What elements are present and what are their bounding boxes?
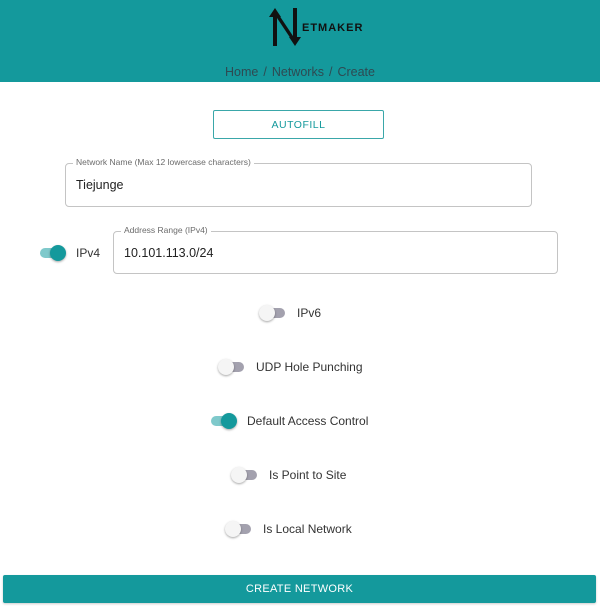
local-network-toggle-row (225, 521, 352, 537)
autofill-button[interactable]: AUTOFILL (213, 110, 384, 139)
udp-hole-punching-toggle[interactable] (218, 359, 246, 375)
netmaker-n-arrows-icon (268, 6, 304, 48)
breadcrumb-networks[interactable]: Networks (271, 65, 324, 79)
address-range-field[interactable] (113, 225, 558, 274)
point-to-site-toggle-row (231, 467, 346, 483)
breadcrumb-separator: / (328, 65, 333, 79)
ipv4-label: IPv4 (76, 246, 101, 260)
network-name-label: Network Name (Max 12 lowercase characters) (73, 157, 254, 167)
ipv6-label: IPv6 (297, 306, 322, 320)
ipv4-toggle[interactable] (38, 245, 66, 261)
default-access-control-toggle-row (209, 413, 368, 429)
point-to-site-label: Is Point to Site (269, 468, 347, 482)
ipv6-toggle-row (259, 305, 321, 321)
breadcrumb-home[interactable]: Home (225, 65, 259, 79)
ipv4-toggle-row (38, 245, 100, 261)
app-header (0, 0, 600, 82)
create-network-button[interactable]: CREATE NETWORK (3, 575, 596, 603)
udp-hole-punching-label: UDP Hole Punching (256, 360, 363, 374)
network-name-input[interactable] (76, 164, 521, 206)
ipv6-toggle[interactable] (259, 305, 287, 321)
point-to-site-toggle[interactable] (231, 467, 259, 483)
breadcrumb-create: Create (337, 65, 375, 79)
network-name-field[interactable] (65, 157, 532, 207)
logo-text: ETMAKER (302, 22, 364, 34)
local-network-label: Is Local Network (263, 522, 352, 536)
address-range-label: Address Range (IPv4) (121, 225, 211, 235)
breadcrumb-separator: / (263, 65, 267, 79)
local-network-toggle[interactable] (225, 521, 253, 537)
udp-hole-punching-toggle-row (218, 359, 363, 375)
netmaker-logo[interactable] (268, 6, 363, 48)
address-range-input[interactable] (124, 232, 547, 273)
default-access-control-toggle[interactable] (209, 413, 237, 429)
breadcrumb (0, 65, 600, 79)
default-access-control-label: Default Access Control (247, 414, 369, 428)
